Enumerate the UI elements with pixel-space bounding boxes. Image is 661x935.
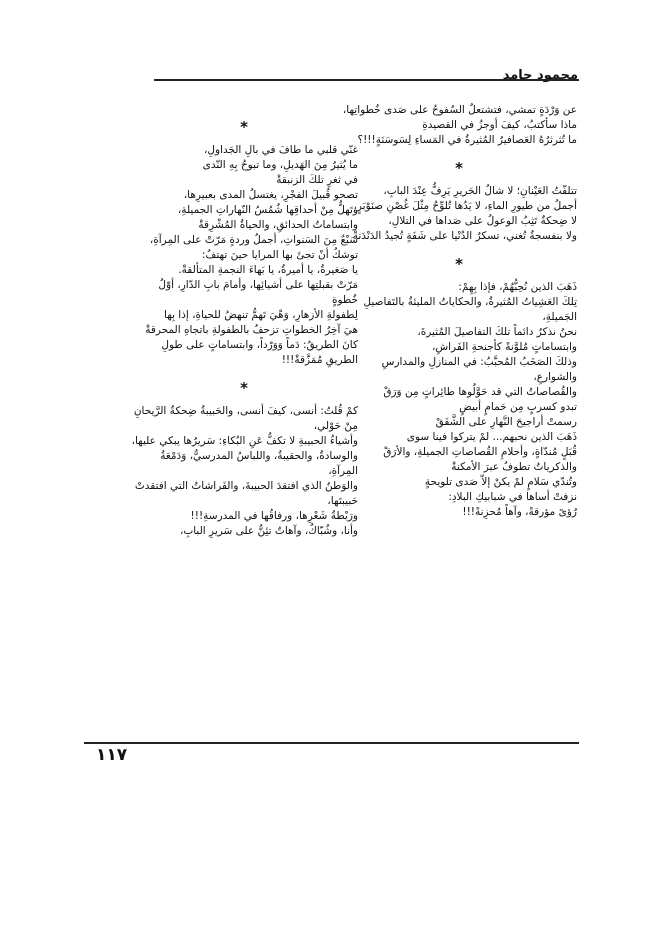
- verse-line: رسمتْ أراجيحَ النَّهارِ على الشَّفَقْ: [435, 416, 577, 428]
- verse-line: يا صَغيرةُ، يا أميرةُ، يا بَهاءَ النجمةِ المتألقةْ.: [178, 264, 358, 276]
- verse-line: كمْ قُلتُ: أنسى، كيفَ أنسى، والحَبيبةُ ضِحكةُ الرَّيحانِ مِنْ حَوْلي،: [133, 405, 358, 432]
- verse-line: تصحو قُبيلَ الفجْرِ، يغتسلُ المدى بعبيرِها،: [183, 189, 358, 201]
- verse-line: ما يُثيرُ مِنَ الهَديلِ، وما تبوحُ بِهِ النّدى: [202, 159, 358, 171]
- verse-line: لا ضِحكةٌ تَثِبُ الوعولُ على صَداها في التلالِ،: [388, 215, 577, 227]
- header-rule: [154, 79, 579, 81]
- verse-line: ذَهَبَ الذين نُحِبُّهُمْ، فإذا بِهِمْ:: [458, 281, 577, 293]
- verse-line: ما تُثرثرُهُ العَصافيرُ المُثيرةُ في المَساءِ لِسَوسَنَةٍ!!!؟: [357, 134, 577, 146]
- verse-line: وذلكَ الصَخَبُ المُحبَّبُ: في المنازلِ والمدارسِ والشوارعِ،: [381, 356, 577, 383]
- verse-line: تتلفّتُ العَيْنانِ؛ لا شالُ الحَريرِ يَرِفُّ عِنْدَ البابِ،: [383, 185, 577, 197]
- verse-line: ماذا سأكتبُ، كيفَ أوجزُ في القصيدةِ: [422, 119, 577, 131]
- verse-line: سَبْعٌ مِنَ السَنواتِ، أجملُ وردةٍ مَرّتْ على المِرآةِ،: [149, 234, 358, 246]
- right-column: [341, 103, 577, 520]
- verse-line: ولا بنفسجةٌ تُغني، تسكرُ الدُنْيا على شَفَةٍ تُجيدُ الدَنْدَنةْ: [352, 230, 577, 242]
- verse-line: قُبَلٍ مُندّاةٍ، وأحلامِ القُصاصاتِ الجميلةِ، والأرَقْ: [383, 446, 577, 458]
- verse-line: مَرّتْ بقبلتِها على أشيائِها، وأمامَ بابِ الدّارِ، أوّلُ خُطوةٍ: [158, 279, 358, 306]
- stanza-separator: *: [240, 118, 248, 136]
- verse-line: وتَهلُّ مِنْ أحداقِها شُمُسُ النّهاراتِ الجميلةِ،: [177, 204, 358, 216]
- verse-line: وأنا، وشُبّاكٌ، وآهاتٌ تئِنُّ على سَريرِ البابِ،: [179, 525, 358, 537]
- verse-line: والذكرياتُ تطوفُ عبرَ الأمكنةْ: [451, 461, 577, 473]
- verse-line: تِلكَ العَشِياتُ المُثيرةُ، والحكاياتُ المليئةُ بالتَفاصيلِ الجَميلةِ،: [363, 296, 577, 323]
- verse-line: تبدو كسربٍ مِن حَمامٍ أبيضٍ: [459, 401, 577, 413]
- verse-line: والوسادةُ، والحقيبةُ، واللباسُ المدرسيُّ، وَدَمْعَةُ المِرآةِ،: [160, 450, 358, 477]
- verse-line: عن وَرْدَةٍ تمشي، فتشتعلُ السُفوحُ على صَدى خُطواتِها،: [342, 104, 577, 116]
- verse-line: وأشياءُ الحبيبةِ لا تكفُّ عَنِ البُكاءِ: سَريرُها يبكي عليها،: [131, 435, 358, 447]
- stanza: [341, 280, 577, 520]
- verse-line: هيَ آخِرُ الخطواتِ تزحفُ بالطفولةِ باتجاهِ المحرقةْ: [145, 324, 358, 336]
- verse-line: نزفتْ أساها في شبابيكِ البلادِ:: [448, 491, 577, 503]
- stanza: [130, 404, 358, 539]
- verse-line: ذَهَبَ الذين نحبهم... لمْ يتركوا فينا سوى: [406, 431, 577, 443]
- stanza-separator: *: [455, 159, 463, 177]
- verse-line: أجملُ من طيورِ الماءِ، لا يَدُها تُلوِّحُ مِثْلَ غُصْنِ صنَوْبَرٍ،: [353, 200, 577, 212]
- stanza-separator: *: [240, 379, 248, 397]
- page-number: ١١٧: [96, 745, 128, 765]
- verse-line: لِطفولةِ الأزهارِ، وَهْيَ تَهمُّ تنهضُ للحياةِ، إذا بِها: [164, 309, 358, 321]
- verse-line: رُؤىً مؤرقةً، وآهاً مُحزِنةً!!!: [462, 506, 577, 518]
- left-column: [130, 117, 358, 539]
- verse-line: في ثغرِ تلكَ الزنبقةْ: [276, 174, 358, 186]
- verse-line: والوَطنُ الذي افتقدَ الحبيبةَ، والفَراشاتُ التي افتقدتْ حَبيبتَها،: [134, 480, 358, 507]
- verse-line: وابتساماتٍ مُلوَّنةً كأجنحةِ الفَراشِ،: [431, 341, 577, 353]
- verse-line: وتُندّي سَلامٍ لمْ يكنْ إلاّ صَدى تلويحةٍ: [424, 476, 577, 488]
- verse-line: نحنُ نذكرُ دائماً تلكَ التفاصيلَ المُثيرةَ،: [417, 326, 577, 338]
- verse-line: والقُصاصاتُ التي قد حَوَّلُوها طائِراتٍ مِن وَرَقْ: [383, 386, 577, 398]
- verse-line: توشكُ أنْ تجئَ بها المرايا حينَ تهتفُ:: [201, 249, 358, 261]
- stanza: [130, 143, 358, 368]
- stanza: [341, 184, 577, 244]
- verse-line: كانَ الطريقُ: دَماً وَوَرْداً، وابتساماتٍ على طولِ الطريقِ مُمَزَّقةْ!!!: [161, 339, 358, 366]
- stanza: [341, 103, 577, 148]
- verse-line: وابتساماتُ الحدائقِ، والحياةُ المُشْرِقةْ: [198, 219, 358, 231]
- running-header-author: محمود حامد: [502, 68, 578, 83]
- footer-rule: [84, 742, 579, 744]
- verse-line: غنّي قلبي ما طافَ في بالِ الجَداولِ،: [203, 144, 358, 156]
- verse-line: ورَبْطةُ شَعْرِها، ورفاقُها في المدرسةِ!!!: [190, 510, 358, 522]
- stanza-separator: *: [455, 255, 463, 273]
